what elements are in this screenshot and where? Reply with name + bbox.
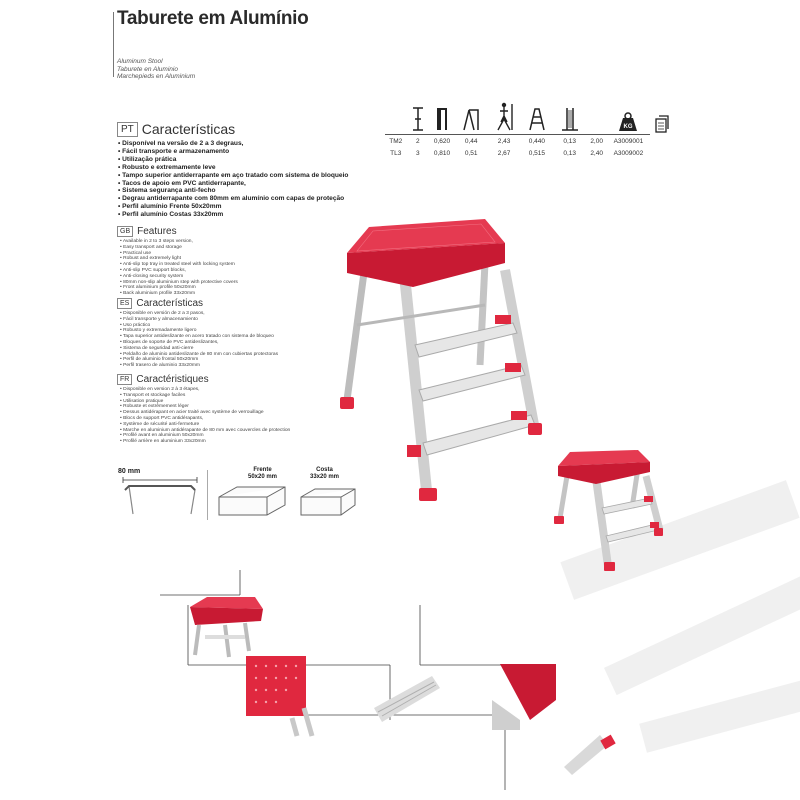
foot — [554, 516, 564, 524]
gb-feature-list — [120, 239, 238, 297]
subtitle-es: Taburete en Aluminio — [117, 65, 178, 73]
list-item: • Robusto e extremamente leve — [118, 163, 216, 171]
spec-cell: 0,13 — [563, 149, 577, 157]
pt-language-tag: PT — [117, 122, 138, 137]
spec-cell: 2,43 — [488, 135, 521, 148]
list-item: • Tampo superior antiderrapante em aço tratado com sistema de bloqueio — [118, 171, 349, 179]
front-leg — [405, 280, 427, 495]
list-item: • Perfil alumínio Frente 50x20mm — [118, 203, 222, 211]
steps-icon — [429, 100, 455, 135]
list-item: • Sistema segurança anti-fecho — [118, 187, 216, 195]
list-item: • Degrau antiderrapante com 80mm em alumínio com capas de proteção — [118, 195, 345, 203]
fr-section-header — [117, 374, 209, 385]
list-item: • Peldaño de aluminio antideslizante de 80 mm con cubiertas protectoras — [120, 351, 279, 357]
foot — [528, 423, 542, 435]
pt-feature-list — [118, 140, 348, 219]
list-item: • Front aluminium profile 50x20mm — [120, 285, 196, 291]
max-height-icon — [488, 100, 521, 135]
gb-section-header — [117, 226, 177, 237]
list-item: • Disponível na versão de 2 a 3 degraus, — [118, 140, 244, 147]
list-item: • Robuste et extrêmement léger — [120, 404, 189, 410]
list-item: • Anti-closing security system — [120, 273, 184, 279]
brace — [357, 305, 485, 325]
front-leg — [596, 478, 608, 566]
list-item: • Fácil transporte y almacenamiento — [120, 316, 198, 322]
list-item: • Système de sécurité anti-fermeture — [120, 421, 200, 427]
list-item: • Anti-slip PVC support blocks, — [120, 267, 186, 273]
detail-photo-step — [372, 668, 442, 728]
spec-row-tm2 — [385, 135, 675, 148]
weight-icon-label: KG — [623, 124, 633, 130]
two-step-stool-image — [550, 448, 670, 578]
list-item: • Back aluminium profile 33x20mm — [120, 291, 196, 297]
step-profile-diagram — [115, 476, 205, 520]
front-profile-label — [248, 467, 277, 481]
step-cap — [511, 411, 527, 420]
spec-cell: TL3 — [390, 149, 402, 157]
spec-cell: 0,440 — [520, 135, 553, 148]
diagram-separator — [207, 470, 208, 520]
list-item: • Transport et stockage faciles — [120, 392, 186, 398]
foot — [419, 488, 437, 501]
base-width-icon — [553, 100, 586, 135]
list-item: • Fácil transporte e armazenamento — [118, 147, 230, 155]
back-profile-name: Costa — [316, 467, 333, 473]
spec-cell: 2,67 — [497, 149, 511, 157]
spec-cell: 0,515 — [528, 149, 546, 157]
foot — [340, 397, 354, 409]
step-profile-shape — [125, 486, 195, 514]
step-height-icon — [406, 100, 429, 135]
pt-section-header — [117, 121, 235, 137]
background-streak — [639, 677, 800, 753]
list-item: • Perfil trasero de aluminio 33x20mm — [120, 363, 201, 369]
list-item: • Dessus antidérapant en acier traité avec système de verrouillage — [120, 410, 264, 416]
list-item: • Profilé avant en aluminium 50x20mm — [120, 433, 204, 439]
fr-language-tag: FR — [117, 374, 132, 385]
list-item: • Easy transport and storage — [120, 244, 182, 250]
spec-cell: 2,00 — [586, 135, 607, 148]
spec-cell: A3009001 — [607, 135, 649, 148]
list-item: • Blocs de support PVC antidérapants, — [120, 415, 204, 421]
fr-section-title: Caractéristiques — [136, 374, 209, 385]
list-item: • Robust and extremely light — [120, 256, 181, 262]
spec-cell: 0,13 — [553, 135, 586, 148]
title-rule — [113, 12, 114, 77]
list-item: • Perfil de aluminio frontal 50x20mm — [120, 357, 199, 363]
subtitle-fr: Marchepieds en Aluminium — [117, 73, 196, 80]
step-cap — [650, 522, 659, 528]
step-cap — [407, 445, 421, 457]
spec-cell: 3 — [416, 149, 420, 157]
spec-cell: 0,620 — [429, 135, 455, 148]
rear-leg — [480, 263, 485, 365]
step-1 — [415, 323, 517, 357]
spec-cell: 0,51 — [464, 149, 478, 157]
step-cap — [495, 315, 511, 324]
list-item: • Bloques de soporte de PVC antideslizantes, — [120, 339, 219, 345]
foot — [654, 528, 663, 536]
spec-cell: A3009002 — [613, 149, 644, 157]
detail-photo-hinge — [490, 660, 560, 730]
detail-photo-foot — [560, 715, 620, 775]
list-item: • 80mm non-slip aluminium step with protective covers — [120, 279, 238, 285]
spec-cell: 2,40 — [590, 149, 603, 157]
step-3 — [423, 415, 535, 455]
front-leg — [505, 270, 535, 430]
spec-cell: 0,810 — [433, 149, 451, 157]
spec-cell: 2 — [406, 135, 429, 148]
weight-icon — [607, 100, 649, 135]
list-item: • Disponible en versión de 2 a 3 pasos, — [120, 311, 205, 316]
reach-height-icon — [520, 100, 553, 135]
step-cap — [505, 363, 521, 372]
pt-section-title: Características — [141, 121, 236, 137]
subtitle-en: Aluminum Stool — [117, 58, 163, 65]
step-cap — [644, 496, 653, 502]
subtitles — [117, 58, 195, 81]
list-item: • Available in 2 to 3 steps version, — [120, 239, 193, 244]
step-profile-top — [125, 486, 195, 490]
front-profile-size: 50x20 mm — [248, 474, 278, 480]
list-item: • Sistema de seguridad anti-cierre — [120, 345, 194, 351]
list-item: • Anti-slip top tray in treated steel with locking system — [120, 262, 235, 268]
es-section-header — [117, 298, 203, 309]
list-item: • Utilização prática — [118, 155, 177, 163]
front-profile-diagram — [213, 483, 293, 519]
list-item: • Profilé arrière en aluminium 33x20mm — [120, 439, 206, 445]
es-feature-list — [120, 311, 278, 369]
step-width-label: 80 mm — [118, 468, 141, 475]
front-profile-name: Frente — [253, 467, 272, 473]
spec-cell: 0,44 — [455, 135, 488, 148]
list-item: • Marche en aluminium antidérapante de 80 mm avec couvercles de protection — [120, 427, 291, 433]
list-item: • Robusto y extremadamente ligero — [120, 328, 197, 334]
list-item: • Perfil alumínio Costas 33x20mm — [118, 211, 224, 219]
back-profile-size: 33x20 mm — [310, 474, 340, 480]
profile-thickness-icon — [586, 100, 607, 135]
reference-icon — [650, 100, 675, 135]
spec-row-tl3 — [385, 147, 675, 159]
gb-section-title: Features — [137, 226, 177, 237]
es-section-title: Características — [136, 298, 204, 309]
three-step-stool-image — [335, 215, 550, 505]
detail-photo-tray — [242, 648, 322, 738]
gb-language-tag: GB — [117, 226, 133, 237]
fr-feature-list — [120, 387, 290, 445]
spec-icons-row — [385, 100, 675, 135]
list-item: • Practical use — [120, 250, 152, 256]
list-item: • Uso práctico — [120, 322, 151, 328]
rear-leg — [347, 265, 365, 400]
spec-cell: TM2 — [385, 135, 406, 148]
list-item: • Utilisation pratique — [120, 398, 164, 404]
list-item: • Disponible en version 2 à 3 étapes, — [120, 387, 200, 392]
page-title: Taburete em Alumínio — [117, 8, 309, 29]
list-item: • Tacos de apoio em PVC antiderrapante, — [118, 179, 246, 187]
list-item: • Tapa superior antideslizante en acero tratado con sistema de bloqueo — [120, 334, 274, 340]
spec-table — [385, 100, 675, 159]
es-language-tag: ES — [117, 298, 132, 309]
platform-height-icon — [455, 100, 488, 135]
